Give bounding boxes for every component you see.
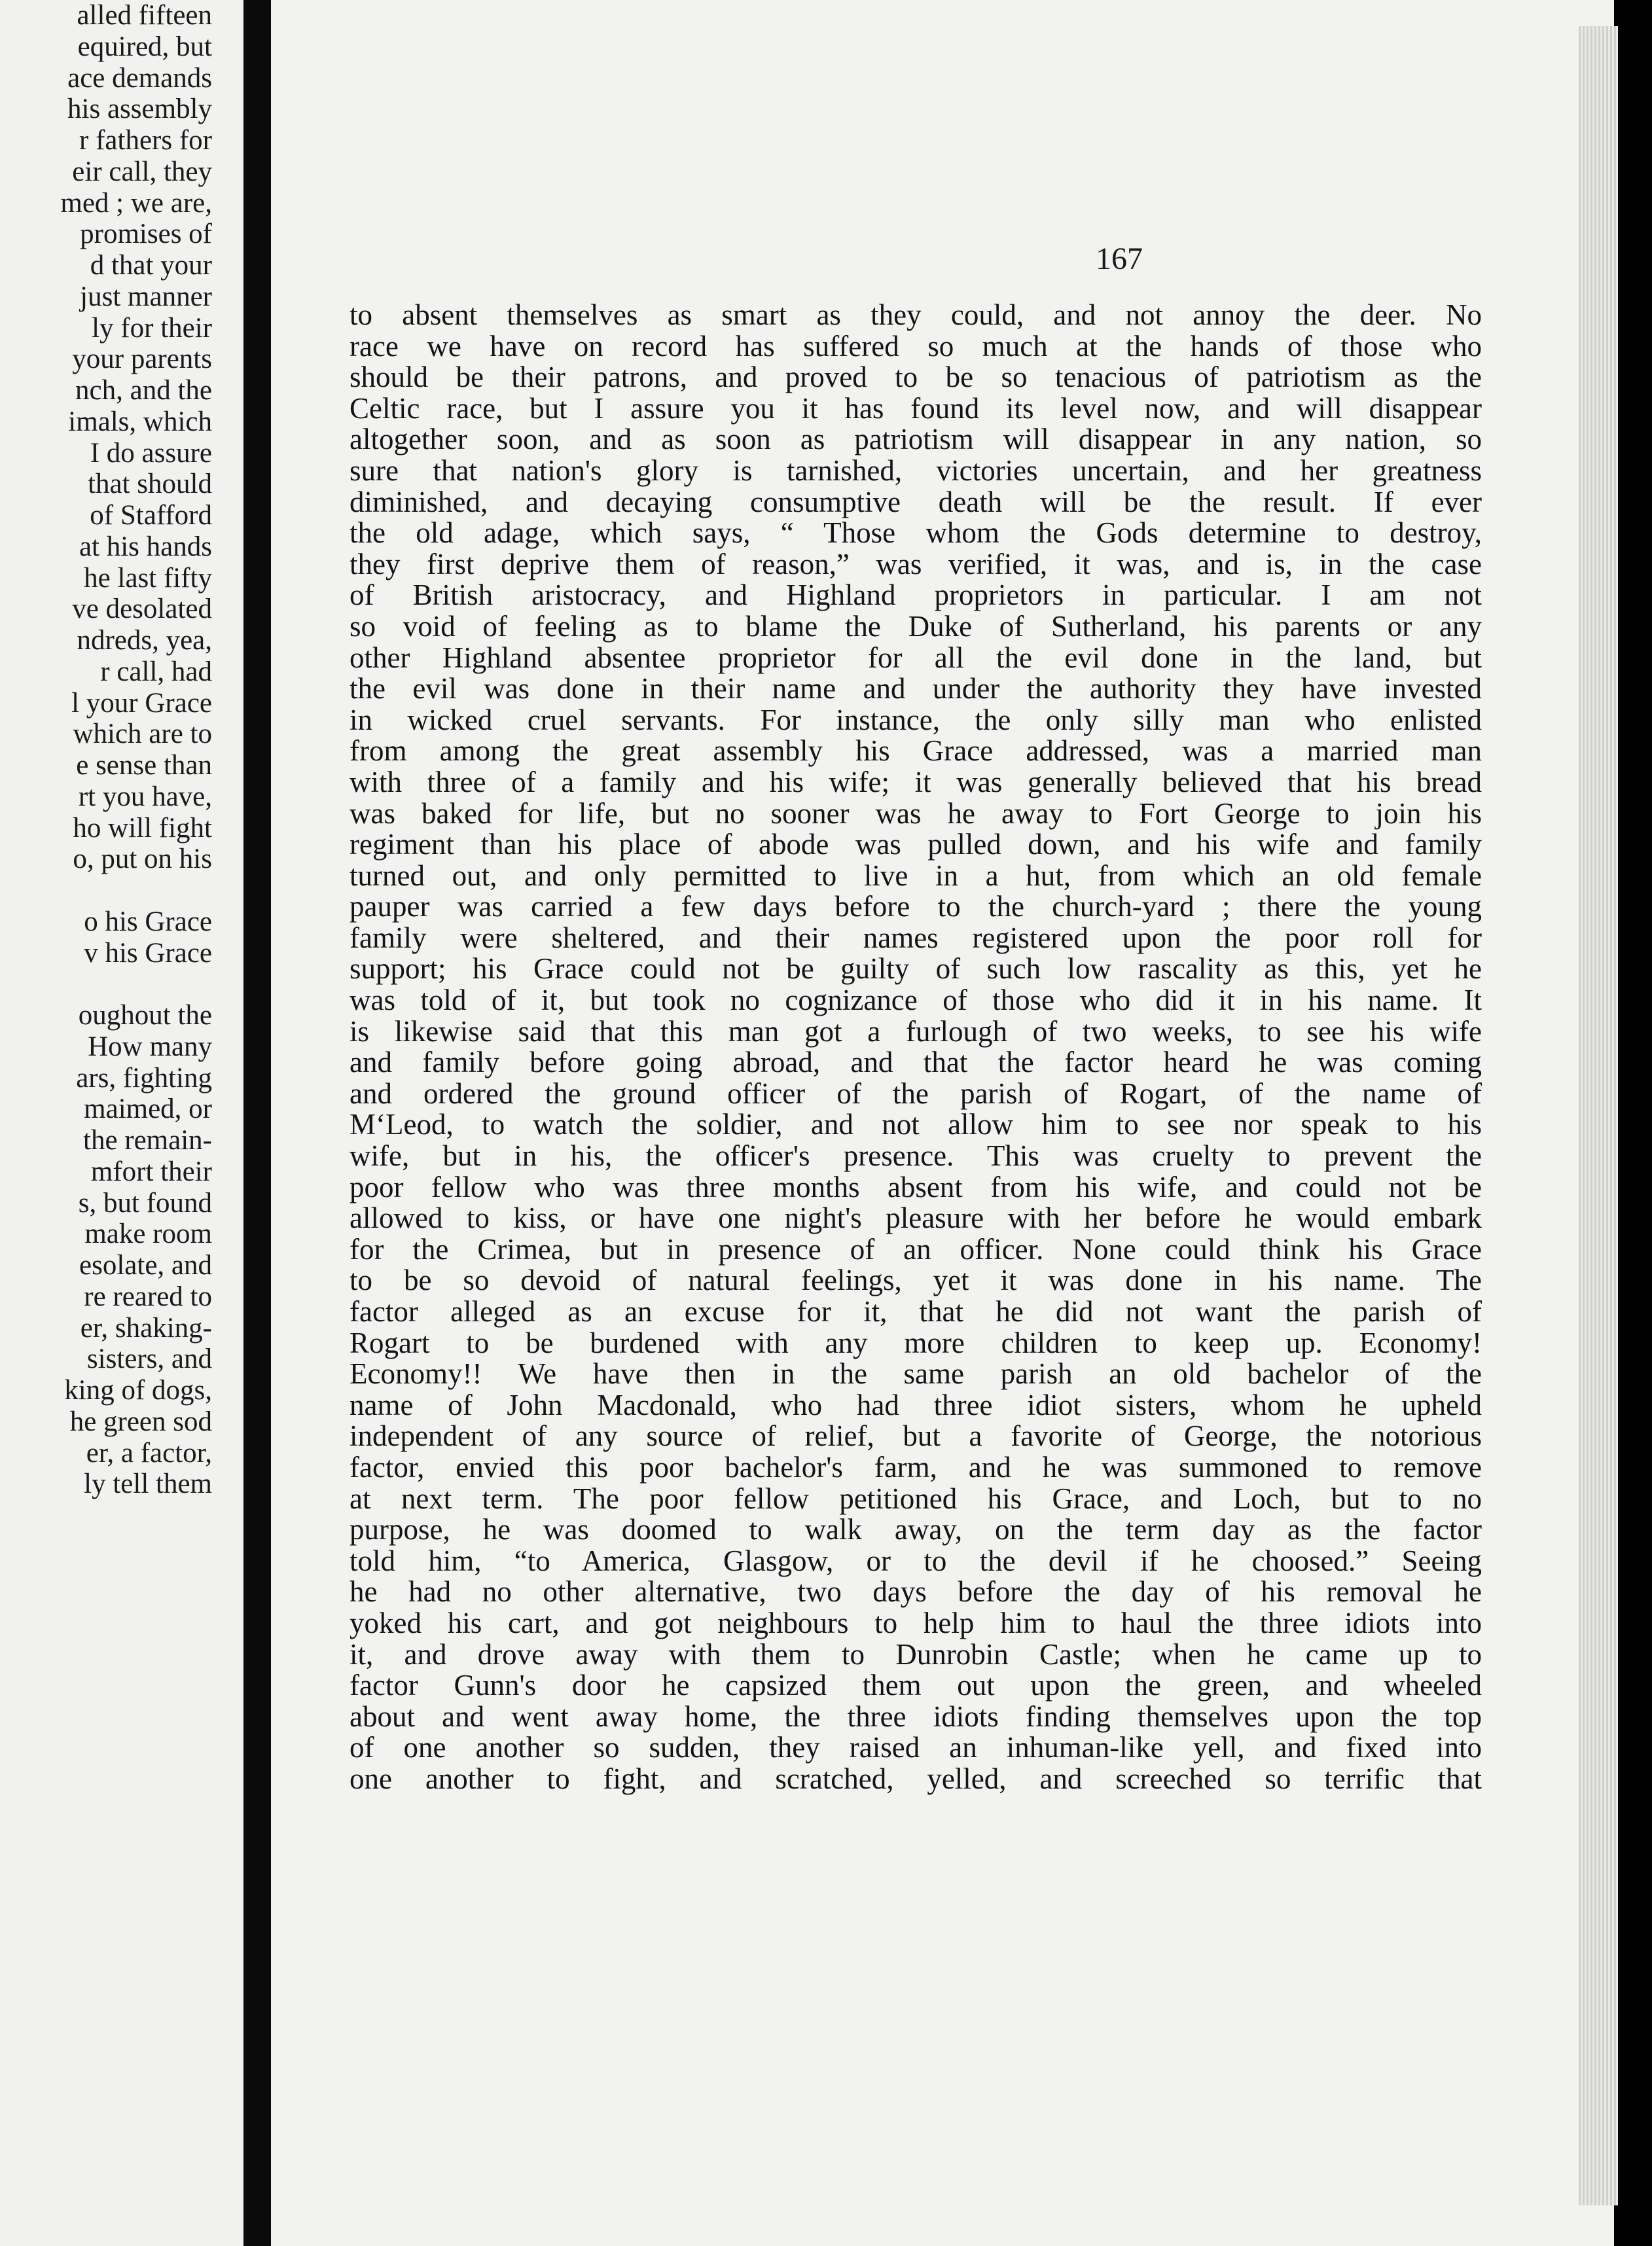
left-page-line: ly tell them	[84, 1469, 212, 1500]
body-text-line: altogether soon, and as soon as patriotism will disappear in any nation, so	[350, 423, 1482, 456]
right-page	[271, 0, 1614, 2246]
left-page-line: ly for their	[92, 312, 212, 344]
left-page-line	[60, 875, 212, 906]
left-page-line: that should	[81, 469, 212, 500]
body-text-line: one another to fight, and scratched, yelled, and screeched so terrific that	[350, 1762, 1482, 1795]
body-text-line: Celtic race, but I assure you it has found its level now, and will disappear	[350, 391, 1482, 425]
left-page-line: ars, fighting	[76, 1062, 212, 1094]
body-text-line: so void of feeling as to blame the Duke of Sutherland, his parents or any	[350, 609, 1482, 643]
body-text-line: the old adage, which says, “ Those whom the Gods determine to destroy,	[350, 516, 1482, 550]
body-text-line: of one another so sudden, they raised an inhuman-like yell, and fixed into	[350, 1731, 1482, 1764]
left-page-line: s, but found	[78, 1187, 212, 1219]
body-text-line: is likewise said that this man got a furlough of two weeks, to see his wife	[350, 1014, 1482, 1048]
body-text-line: factor, envied this poor bachelor's farm, and he was summoned to remove	[350, 1450, 1482, 1484]
left-page-line: alled fifteen	[77, 0, 212, 31]
body-text-line: pauper was carried a few days before to the church-yard ; there the young	[350, 890, 1482, 923]
left-page-line: d that your	[90, 250, 212, 281]
body-text-line: to absent themselves as smart as they could, and not annoy the deer. No	[350, 298, 1482, 331]
body-text-line: Economy!! We have then in the same parish an old bachelor of the	[350, 1357, 1482, 1391]
body-text-line: they first deprive them of reason,” was verified, it was, and is, in the case	[350, 547, 1482, 580]
left-page-line: How many	[81, 1031, 212, 1062]
left-page-line: ndreds, yea,	[77, 625, 212, 656]
body-text-line: turned out, and only permitted to live in a hut, from which an old female	[350, 859, 1482, 892]
left-page-line: ve desolated	[72, 594, 212, 625]
body-text-line: he had no other alternative, two days before the day of his removal he	[350, 1575, 1482, 1609]
left-page-line: nch, and the	[75, 375, 212, 406]
body-text-line: yoked his cart, and got neighbours to help him to haul the three idiots into	[350, 1606, 1482, 1639]
body-text-line: allowed to kiss, or have one night's pleasure with her before he would embark	[350, 1202, 1482, 1235]
body-text-line: purpose, he was doomed to walk away, on the term day as the factor	[350, 1513, 1482, 1546]
left-page-line: I do assure	[82, 437, 212, 469]
left-page-line: rt you have,	[78, 781, 212, 812]
left-page-line: your parents	[72, 344, 212, 375]
body-text-line: to be so devoid of natural feelings, yet it was done in his name. The	[350, 1264, 1482, 1297]
body-text-line: family were sheltered, and their names registered upon the poor roll for	[350, 921, 1482, 954]
body-text-line: race we have on record has suffered so much at the hands of those who	[350, 329, 1482, 363]
body-text-line: factor alleged as an excuse for it, that he did not want the parish of	[350, 1295, 1482, 1328]
left-page-line: med ; we are,	[60, 187, 212, 219]
left-page-line: imals, which	[68, 406, 212, 437]
body-text-line: M‘Leod, to watch the soldier, and not allow him to see nor speak to his	[350, 1108, 1482, 1141]
body-text-line: from among the great assembly his Grace addressed, was a married man	[350, 734, 1482, 768]
body-text-line: Rogart to be burdened with any more children to keep up. Economy!	[350, 1326, 1482, 1359]
body-text-line: diminished, and decaying consumptive death will be the result. If ever	[350, 485, 1482, 518]
left-page	[0, 0, 243, 2246]
left-page-line: promises of	[73, 219, 212, 250]
body-text-line: support; his Grace could not be guilty of such low rascality as this, yet he	[350, 952, 1482, 986]
body-text-line: poor fellow who was three months absent from his wife, and could not be	[350, 1170, 1482, 1203]
left-page-line: esolate, and	[79, 1250, 212, 1281]
left-page-line: at his hands	[79, 531, 212, 562]
body-text-line: name of John Macdonald, who had three idiot sisters, whom he upheld	[350, 1388, 1482, 1421]
left-page-line: v his Grace	[84, 937, 212, 969]
body-text-line: should be their patrons, and proved to be so tenacious of patriotism as the	[350, 361, 1482, 394]
left-page-line: oughout the	[78, 1000, 212, 1031]
left-page-line: mfort their	[90, 1156, 212, 1187]
body-text-line: was told of it, but took no cognizance of those who did it in his name. It	[350, 984, 1482, 1017]
left-page-line: make room	[84, 1219, 212, 1250]
left-page-line: r fathers for	[79, 125, 212, 156]
body-text-line: told him, “to America, Glasgow, or to the devil if he choosed.” Seeing	[350, 1544, 1482, 1577]
body-text-line: other Highland absentee proprietor for all the evil done in the land, but	[350, 641, 1482, 674]
left-page-line: his assembly	[67, 94, 212, 125]
left-page-line: r call, had	[100, 656, 212, 687]
left-page-line: l your Grace	[71, 687, 212, 719]
body-text-line: regiment than his place of abode was pulled down, and his wife and family	[350, 828, 1482, 861]
left-page-line: ace demands	[67, 62, 212, 94]
left-page-line: king of dogs,	[64, 1375, 212, 1406]
body-text-line: factor Gunn's door he capsized them out upon the green, and wheeled	[350, 1669, 1482, 1702]
body-text-line: and family before going abroad, and that the factor heard he was coming	[350, 1046, 1482, 1079]
body-text-line: the evil was done in their name and under the authority they have invested	[350, 672, 1482, 705]
left-page-line: he green sod	[69, 1406, 212, 1437]
body-text-line: independent of any source of relief, but a favorite of George, the notorious	[350, 1419, 1482, 1453]
body-text-line: at next term. The poor fellow petitioned his Grace, and Loch, but to no	[350, 1482, 1482, 1515]
left-page-line: re reared to	[84, 1281, 212, 1312]
left-page-line: er, a factor,	[86, 1437, 212, 1469]
left-page-line: just manner	[80, 281, 212, 312]
page-number: 167	[1096, 241, 1143, 276]
body-text-line: was baked for life, but no sooner was he away to Fort George to join his	[350, 796, 1482, 830]
body-text-line: with three of a family and his wife; it was generally believed that his bread	[350, 765, 1482, 798]
body-text-line: it, and drove away with them to Dunrobin Castle; when he came up to	[350, 1637, 1482, 1671]
left-page-line: e sense than	[76, 750, 212, 781]
left-page-line: which are to	[73, 719, 212, 750]
left-page-line	[60, 969, 212, 1000]
left-page-line: maimed, or	[84, 1094, 212, 1125]
body-text-line: about and went away home, the three idiots finding themselves upon the top	[350, 1700, 1482, 1733]
body-text-line: sure that nation's glory is tarnished, victories uncertain, and her greatness	[350, 454, 1482, 487]
left-page-line: he last fifty	[84, 562, 212, 594]
body-text-line: wife, but in his, the officer's presence. This was cruelty to prevent the	[350, 1139, 1482, 1173]
left-page-line: the remain-	[83, 1125, 212, 1156]
left-page-line: o his Grace	[84, 906, 212, 937]
body-text-line: and ordered the ground officer of the parish of Rogart, of the name of	[350, 1077, 1482, 1110]
page-edge	[1579, 26, 1618, 2205]
left-page-line: of Stafford	[82, 500, 212, 531]
left-page-line: er, shaking-	[80, 1312, 212, 1344]
left-page-line: o, put on his	[73, 844, 212, 875]
body-text-line: for the Crimea, but in presence of an officer. None could think his Grace	[350, 1232, 1482, 1266]
left-page-line: sisters, and	[86, 1344, 212, 1375]
left-page-line: equired, but	[77, 31, 212, 62]
book-gutter	[243, 0, 271, 2246]
body-text	[350, 300, 1482, 1795]
body-text-line: in wicked cruel servants. For instance, the only silly man who enlisted	[350, 703, 1482, 736]
left-page-text	[60, 0, 212, 1500]
left-page-line: ho will fight	[73, 812, 212, 844]
left-page-line: eir call, they	[72, 156, 212, 187]
body-text-line: of British aristocracy, and Highland proprietors in particular. I am not	[350, 579, 1482, 612]
